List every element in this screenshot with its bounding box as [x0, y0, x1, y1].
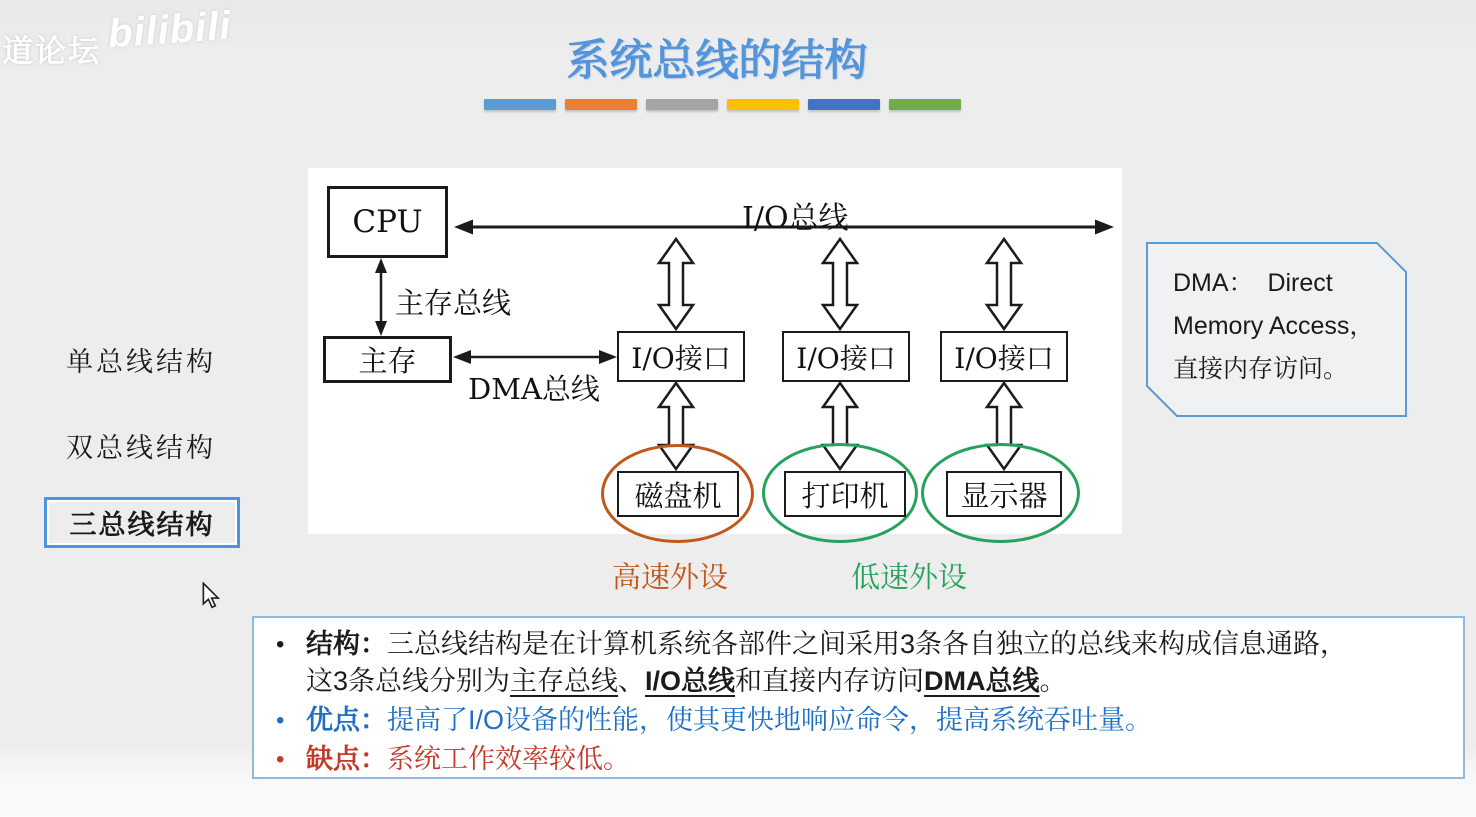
accent-dash	[646, 99, 718, 110]
sidebar-item-double-bus: 双总线结构	[66, 433, 216, 464]
watermark-forum: 道论坛	[2, 34, 101, 69]
note-segment: DMA总线	[924, 666, 1040, 696]
note-segment: 系统工作效率较低。	[387, 744, 630, 774]
dma-callout-line: 直接内存访问。	[1173, 355, 1349, 383]
disk-box: 磁盘机	[617, 471, 739, 517]
note-bullet-advantage	[270, 702, 1453, 739]
note-segment: 和直接内存访问	[735, 666, 925, 696]
accent-dash	[484, 99, 556, 110]
accent-dash	[889, 99, 961, 110]
dma-callout-line: Memory Access，	[1173, 312, 1375, 340]
high-speed-peripherals-label: 高速外设	[612, 560, 729, 594]
io-interface-box-2: I/O接口	[782, 331, 910, 382]
display-box: 显示器	[946, 471, 1062, 517]
accent-dash	[727, 99, 799, 110]
bullet-dot: •	[276, 631, 285, 658]
bullet-dot: •	[276, 707, 285, 734]
main-memory-box: 主存	[323, 336, 452, 383]
sidebar-item-triple-bus-label: 三总线结构	[69, 510, 215, 541]
bullet-dot: •	[276, 746, 285, 773]
mouse-cursor	[201, 582, 221, 610]
note-bullet-disadvantage	[270, 741, 1453, 778]
note-segment: 三总线结构是在计算机系统各部件之间采用3条各自独立的总线来构成信息通路，这3条总线分别为	[306, 629, 1348, 696]
accent-dash	[808, 99, 880, 110]
low-speed-peripherals-label: 低速外设	[851, 560, 968, 594]
bilibili-logo: bilibili	[106, 3, 233, 57]
page-title: 系统总线的结构	[566, 37, 868, 85]
io-bus-label: I/O总线	[742, 201, 849, 236]
io-interface-box-1: I/O接口	[617, 331, 745, 382]
note-segment: 主存总线	[510, 666, 619, 696]
note-label: 结构：	[306, 629, 387, 659]
memory-bus-label: 主存总线	[395, 286, 512, 320]
accent-dash-row	[484, 99, 961, 110]
note-segment: 。	[1039, 666, 1067, 696]
note-segment: 、	[618, 666, 646, 696]
notes-box	[252, 616, 1465, 779]
note-segment: I/O总线	[645, 666, 736, 696]
sidebar-item-triple-bus-selected	[44, 497, 240, 548]
io-interface-box-3: I/O接口	[940, 331, 1068, 382]
dma-callout-line: DMA： Direct	[1173, 269, 1333, 297]
accent-dash	[565, 99, 637, 110]
dma-bus-label: DMA总线	[468, 372, 600, 406]
note-label: 优点：	[306, 705, 387, 735]
cpu-box: CPU	[327, 186, 448, 258]
note-segment: 提高了I/O设备的性能，使其更快地响应命令，提高系统吞吐量。	[387, 705, 1153, 735]
note-bullet-structure	[270, 626, 1453, 700]
printer-box: 打印机	[784, 471, 906, 517]
dma-callout-text	[1173, 262, 1388, 391]
sidebar-item-single-bus: 单总线结构	[66, 347, 216, 378]
note-label: 缺点：	[306, 744, 387, 774]
